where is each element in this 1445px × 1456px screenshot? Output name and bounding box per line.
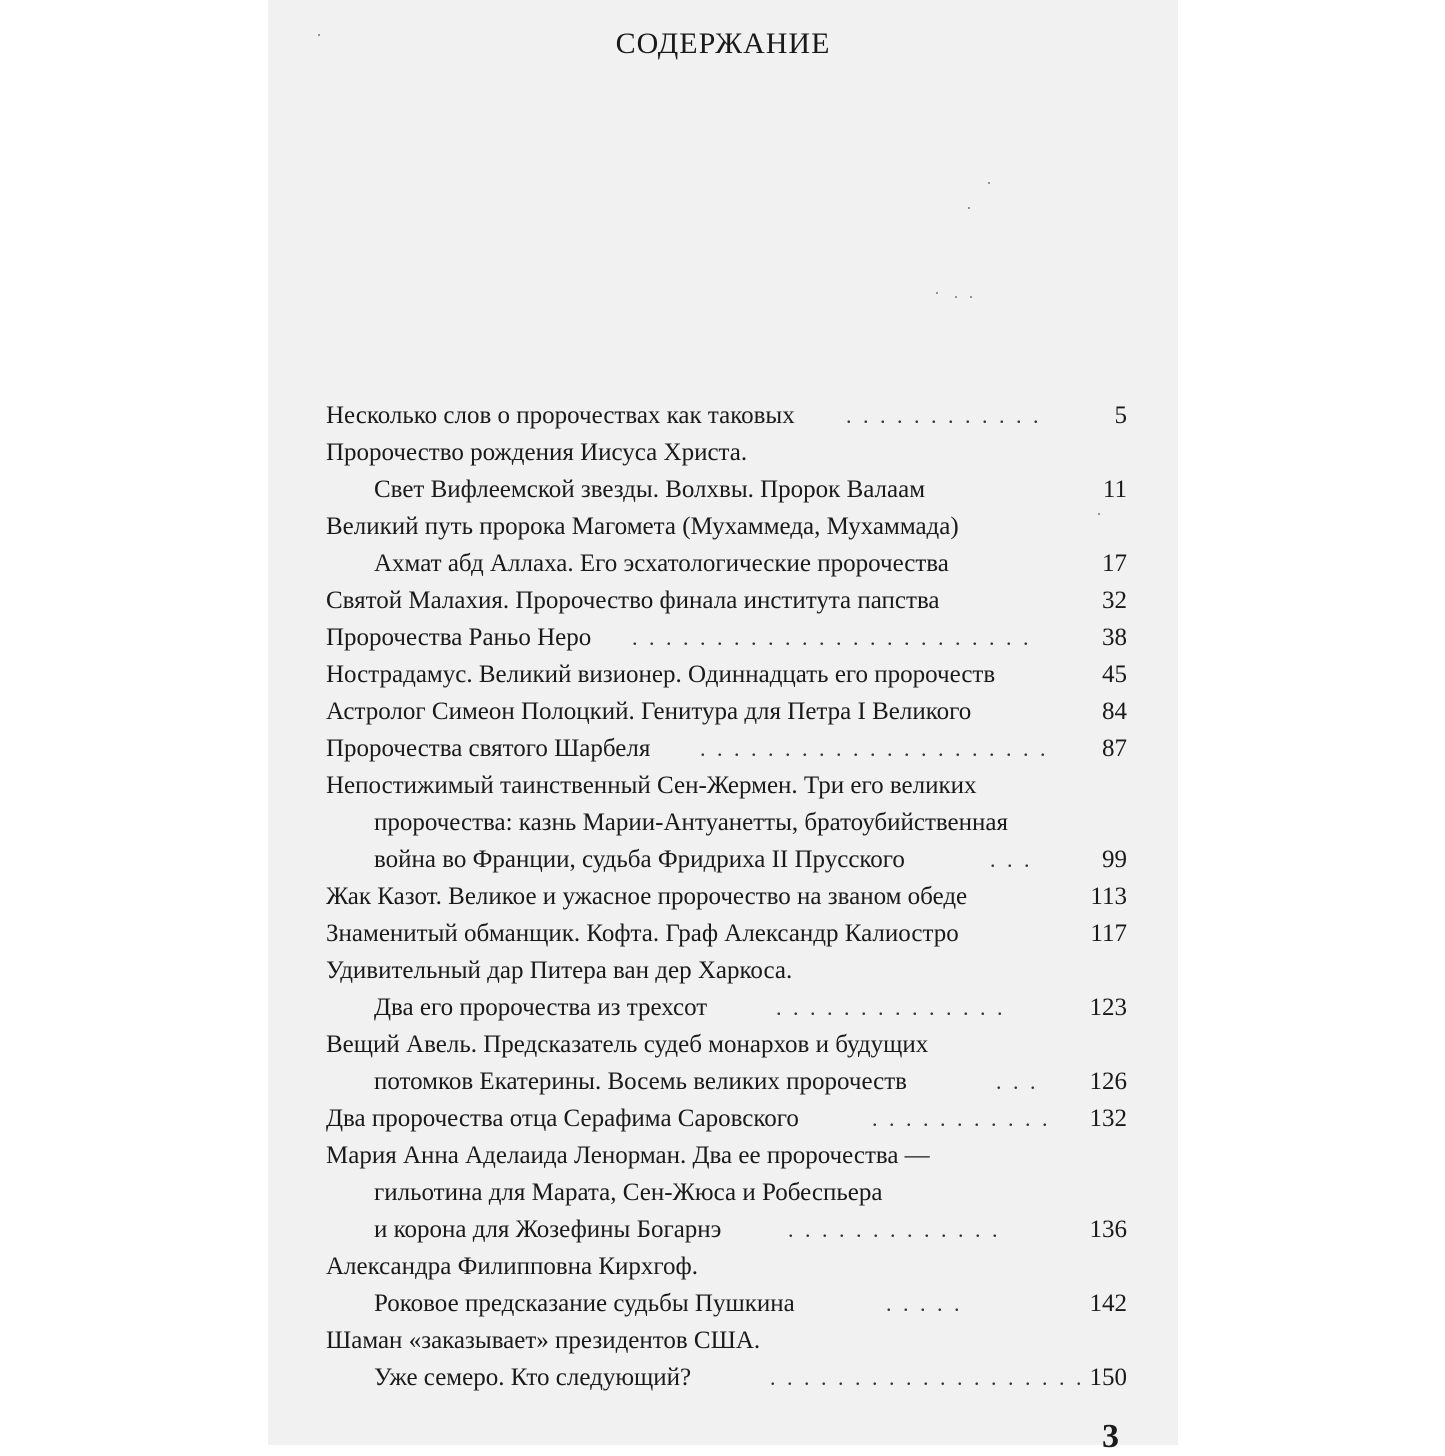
toc-entry (0, 619, 1445, 656)
toc-entry (0, 841, 1445, 878)
toc-entry-title: Свет Вифлеемской звезды. Волхвы. Пророк Валаам (374, 476, 926, 503)
toc-page-number: 17 (1102, 550, 1127, 577)
toc-leader-dots: . . . . . (886, 1291, 963, 1316)
toc-page-number: 32 (1102, 587, 1127, 614)
toc-entry-title: Нострадамус. Великий визионер. Одиннадцать его пророчеств (326, 661, 996, 688)
toc-entry-title: Непостижимый таинственный Сен-Жермен. Три его великих (326, 772, 977, 799)
toc-page-number: 150 (1089, 1364, 1127, 1391)
toc-page-number: 113 (1090, 883, 1127, 910)
toc-page-number: 142 (1089, 1290, 1127, 1317)
toc-entry-title: Ахмат абд Аллаха. Его эсхатологические пророчества (374, 550, 949, 577)
toc-entry-title: Мария Анна Аделаида Ленорман. Два ее пророчества — (326, 1142, 930, 1169)
toc-page-number: 117 (1090, 920, 1127, 947)
toc-entry (0, 434, 1445, 471)
toc-entry (0, 952, 1445, 989)
toc-leader-dots: . . . . . . . . . . . . . (788, 1217, 1001, 1242)
toc-entry (0, 1322, 1445, 1359)
toc-entry (0, 1248, 1445, 1285)
toc-entry-title: Святой Малахия. Пророчество финала института папства (326, 587, 940, 614)
toc-leader-dots: . . . (990, 847, 1033, 872)
toc-entry-title: Уже семеро. Кто следующий? (374, 1364, 692, 1391)
toc-entry (0, 915, 1445, 952)
toc-entry-title: Несколько слов о пророчествах как таковых (326, 402, 795, 429)
toc-entry-title: Александра Филипповна Кирхгоф. (326, 1253, 698, 1280)
toc-entry-title: Пророчества святого Шарбеля (326, 735, 651, 762)
toc-entry (0, 1026, 1445, 1063)
toc-entry-title: гильотина для Марата, Сен-Жюса и Робеспьера (374, 1179, 883, 1206)
toc-title: СОДЕРЖАНИЕ (615, 27, 831, 60)
toc-entry (0, 878, 1445, 915)
toc-page-number: 45 (1102, 661, 1127, 688)
toc-leader-dots: . . . . . . . . . . . . . . . . . . . (770, 1365, 1085, 1390)
toc-entry (0, 730, 1445, 767)
toc-page-number: 136 (1089, 1216, 1127, 1243)
toc-leader-dots: . . . (996, 1069, 1039, 1094)
toc-page-number: 11 (1102, 476, 1127, 503)
toc-entry-title: Роковое предсказание судьбы Пушкина (374, 1290, 795, 1317)
toc-entry-title: Знаменитый обманщик. Кофта. Граф Александр Калиостро (326, 920, 959, 947)
toc-entry-title: Вещий Авель. Предсказатель судеб монархов и будущих (326, 1031, 929, 1058)
toc-page-number: 38 (1102, 624, 1127, 651)
toc-entry-title: Пророчество рождения Иисуса Христа. (326, 439, 748, 466)
toc-entry (0, 582, 1445, 619)
toc-entry-title: война во Франции, судьба Фридриха II Прусского (374, 846, 905, 873)
toc-entry (0, 545, 1445, 582)
toc-leader-dots: . . . . . . . . . . . (872, 1106, 1051, 1131)
page-number-folio: 3 (1102, 1418, 1119, 1455)
toc-entry (0, 693, 1445, 730)
toc-leader-dots: . . . . . . . . . . . . . . . . . . . . . (700, 736, 1049, 761)
toc-entry (0, 1174, 1445, 1211)
toc-entry (0, 1211, 1445, 1248)
toc-entry-title: потомков Екатерины. Восемь великих пророчеств (374, 1068, 907, 1095)
toc-entry (0, 1063, 1445, 1100)
toc-leader-dots: . . . . . . . . . . . . . . (776, 995, 1006, 1020)
toc-entry (0, 656, 1445, 693)
toc-leader-dots: . . . . . . . . . . . . . . . . . . . . . . . . (632, 625, 1032, 650)
toc-entry-title: Два его пророчества из трехсот (374, 994, 708, 1021)
toc-entry-title: Жак Казот. Великое и ужасное пророчество на званом обеде (326, 883, 968, 910)
toc-entry (0, 804, 1445, 841)
toc-entry-title: Удивительный дар Питера ван дер Харкоса. (326, 957, 793, 984)
toc-entry (0, 989, 1445, 1026)
toc-entry-title: Астролог Симеон Полоцкий. Генитура для Петра I Великого (326, 698, 972, 725)
toc-entry-title: пророчества: казнь Марии-Антуанетты, братоубийственная (374, 809, 1008, 836)
toc-page-number: 87 (1102, 735, 1127, 762)
toc-entry-title: и корона для Жозефины Богарнэ (374, 1216, 722, 1243)
toc-entry (0, 1285, 1445, 1322)
toc-entry-title: Пророчества Раньо Неро (326, 624, 592, 651)
toc-entry (0, 397, 1445, 434)
toc-entry (0, 471, 1445, 508)
toc-entry (0, 767, 1445, 804)
toc-entry (0, 1100, 1445, 1137)
toc-entry-title: Шаман «заказывает» президентов США. (326, 1327, 761, 1354)
toc-page-number: 99 (1102, 846, 1127, 873)
toc-entry (0, 1359, 1445, 1396)
toc-page-number: 123 (1089, 994, 1127, 1021)
toc-page-number: 84 (1102, 698, 1127, 725)
toc-page-number: 132 (1089, 1105, 1127, 1132)
toc-page-number: 5 (1114, 402, 1127, 429)
toc-entry (0, 1137, 1445, 1174)
toc-page-number: 126 (1089, 1068, 1127, 1095)
toc-entry-title: Два пророчества отца Серафима Саровского (326, 1105, 799, 1132)
toc-entry (0, 508, 1445, 545)
toc-entry-title: Великий путь пророка Магомета (Мухаммеда, Мухаммада) (326, 513, 959, 540)
toc-leader-dots: . . . . . . . . . . . . (846, 403, 1042, 428)
